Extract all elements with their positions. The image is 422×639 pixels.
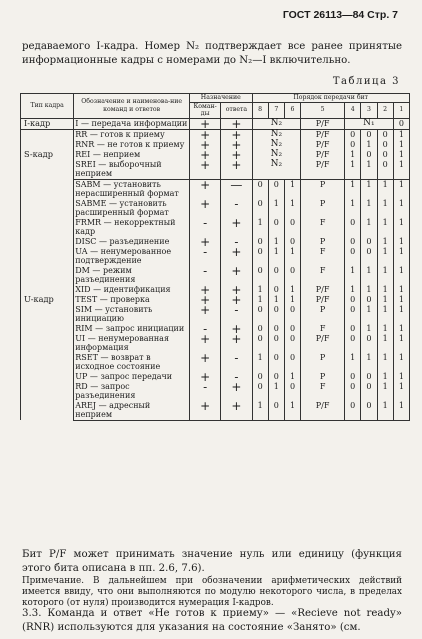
frame-desc: DISC — разъединение: [74, 237, 190, 247]
table-row: [21, 285, 410, 295]
table-label: Таблица 3: [332, 76, 400, 87]
bit-cell: 0: [361, 372, 377, 382]
frame-desc: FRMR — некорректный кадр: [74, 218, 190, 237]
table-row: [21, 305, 410, 324]
table-row: [21, 334, 410, 353]
bits-876: N₂: [252, 140, 301, 150]
cmd-cell: +: [190, 150, 221, 160]
bit-cell: F: [301, 324, 345, 334]
bits-876: N₂: [252, 129, 301, 140]
bit-cell: 1: [393, 179, 409, 199]
bit-cell: 0: [284, 266, 300, 285]
table-row: [21, 237, 410, 247]
bit-cell: 1: [345, 353, 361, 372]
bit-cell: 1: [377, 295, 393, 305]
resp-cell: +: [221, 401, 252, 421]
cmd-cell: +: [190, 237, 221, 247]
frame-desc: I — передача информации: [74, 118, 190, 129]
frame-desc: RIM — запрос инициации: [74, 324, 190, 334]
header-desc: Обозначение и наименова-ние команд и ответов: [74, 94, 190, 119]
resp-cell: +: [221, 129, 252, 140]
bit-cell: 1: [377, 372, 393, 382]
header-bit: 8: [252, 102, 268, 118]
bit-cell: 0: [252, 305, 268, 324]
bit-cell: 0: [252, 334, 268, 353]
bit-cell: 1: [361, 305, 377, 324]
resp-cell: +: [221, 285, 252, 295]
bit-cell: 1: [361, 140, 377, 150]
resp-cell: +: [221, 324, 252, 334]
bit-cell: 1: [393, 295, 409, 305]
table-row: [21, 247, 410, 266]
bit-cell: 1: [268, 237, 284, 247]
bit-cell: F: [301, 382, 345, 401]
bit-cell: 1: [268, 199, 284, 218]
table-row: [21, 199, 410, 218]
bit-cell: 1: [377, 285, 393, 295]
bit-cell: 1: [284, 199, 300, 218]
bit-cell: 0: [345, 247, 361, 266]
bit-cell: 0: [345, 218, 361, 237]
bit-cell: 1: [268, 247, 284, 266]
frame-table: [20, 93, 410, 421]
bit-cell: 0: [377, 129, 393, 140]
bit-cell: 0: [284, 218, 300, 237]
bit-cell: 1: [393, 129, 409, 140]
cmd-cell: +: [190, 372, 221, 382]
header-bit: 2: [377, 102, 393, 118]
bits-876: N₂: [252, 150, 301, 160]
resp-cell: -: [221, 305, 252, 324]
bit-cell: 1: [393, 372, 409, 382]
frame-type: U-кадр: [21, 179, 74, 420]
bit-cell: 1: [345, 199, 361, 218]
bit-cell: 0: [284, 334, 300, 353]
frame-type: S-кадр: [21, 129, 74, 179]
header-type: Тип кадра: [21, 94, 74, 119]
cmd-cell: -: [190, 382, 221, 401]
bit-cell: 1: [284, 295, 300, 305]
bit-cell: 0: [345, 305, 361, 324]
resp-cell: —: [221, 179, 252, 199]
resp-cell: +: [221, 266, 252, 285]
bit-cell: 1: [393, 401, 409, 421]
bit-cell: 1: [377, 353, 393, 372]
bit-cell: 1: [377, 218, 393, 237]
bit-cell: 0: [268, 401, 284, 421]
bit-cell: 1: [361, 199, 377, 218]
cmd-cell: +: [190, 160, 221, 180]
cmd-cell: +: [190, 140, 221, 150]
bit-cell: P/F: [301, 334, 345, 353]
bits-432: N₁: [345, 118, 394, 129]
bit-cell: P/F: [301, 285, 345, 295]
bit-cell: 0: [361, 129, 377, 140]
bit-cell: 1: [393, 285, 409, 295]
bit-cell: 1: [361, 160, 377, 180]
bit-cell: 1: [393, 160, 409, 180]
bit-cell: 1: [393, 382, 409, 401]
bit-cell: 0: [345, 382, 361, 401]
bit-cell: 1: [252, 218, 268, 237]
cmd-cell: +: [190, 295, 221, 305]
cmd-cell: +: [190, 129, 221, 140]
table-row: [21, 295, 410, 305]
intro-paragraph: редаваемого I-кадра. Номер N₂ подтверждает все ранее принятые информационные кадры с номерами до N₂—I включительно.: [22, 41, 402, 66]
bit-cell: 0: [361, 382, 377, 401]
bit-cell: 1: [393, 247, 409, 266]
resp-cell: +: [221, 160, 252, 180]
bit-cell: 0: [345, 401, 361, 421]
bits-876: N₂: [252, 118, 301, 129]
frame-desc: RSET — возврат в исходное состояние: [74, 353, 190, 372]
header-bit: 4: [345, 102, 361, 118]
cmd-cell: -: [190, 247, 221, 266]
bit-cell: 1: [377, 266, 393, 285]
bit-cell: 1: [393, 199, 409, 218]
bit-cell: 0: [345, 295, 361, 305]
cmd-cell: +: [190, 118, 221, 129]
bit-cell: 1: [284, 372, 300, 382]
header-order: Порядок передачи бит: [252, 94, 409, 103]
cmd-cell: +: [190, 179, 221, 199]
bit-cell: 0: [252, 247, 268, 266]
bit-cell: 1: [393, 218, 409, 237]
resp-cell: +: [221, 140, 252, 150]
bit-cell: P/F: [301, 160, 345, 180]
table-row: [21, 129, 410, 140]
table-row: [21, 150, 410, 160]
resp-cell: +: [221, 150, 252, 160]
frame-desc: UI — ненумерованная информация: [74, 334, 190, 353]
cmd-cell: +: [190, 199, 221, 218]
bit-cell: 1: [252, 401, 268, 421]
resp-cell: -: [221, 237, 252, 247]
header-resp: ответа: [221, 102, 252, 118]
frame-desc: RD — запрос разъединения: [74, 382, 190, 401]
bit-cell: 1: [345, 160, 361, 180]
bit-cell: 1: [377, 334, 393, 353]
cmd-cell: +: [190, 285, 221, 295]
bit-cell: 1: [284, 247, 300, 266]
bit-cell: 0: [345, 324, 361, 334]
table-row: [21, 382, 410, 401]
bit-cell: 1: [361, 266, 377, 285]
table-row: [21, 218, 410, 237]
bit-cell: P/F: [301, 140, 345, 150]
bit-cell: 1: [377, 305, 393, 324]
bit-cell: F: [301, 218, 345, 237]
bit-cell: 1: [377, 324, 393, 334]
table-row: [21, 401, 410, 421]
frame-desc: AREJ — адресный неприем: [74, 401, 190, 421]
bit-cell: 1: [393, 266, 409, 285]
bit-cell: 1: [377, 382, 393, 401]
bit-cell: 1: [345, 179, 361, 199]
bit-cell: 1: [393, 305, 409, 324]
frame-type: I-кадр: [21, 118, 74, 129]
bit-cell: 1: [377, 179, 393, 199]
bit-cell: 0: [345, 140, 361, 150]
bit-cell: 0: [252, 237, 268, 247]
table-row: [21, 324, 410, 334]
bit-cell: 1: [284, 401, 300, 421]
table-row: [21, 179, 410, 199]
frame-desc: SABME — установить расширенный формат: [74, 199, 190, 218]
bit-cell: 1: [393, 140, 409, 150]
bit-cell: 1: [345, 285, 361, 295]
cmd-cell: -: [190, 218, 221, 237]
resp-cell: -: [221, 372, 252, 382]
bit-cell: P/F: [301, 150, 345, 160]
bit-cell: 0: [268, 179, 284, 199]
header-bit: 1: [393, 102, 409, 118]
bit-cell: P/F: [301, 118, 345, 129]
bit-cell: 0: [361, 334, 377, 353]
bit-cell: 1: [393, 334, 409, 353]
bit-cell: 0: [252, 382, 268, 401]
frame-desc: TEST — проверка: [74, 295, 190, 305]
bit-cell: 1: [361, 179, 377, 199]
bit-cell: 0: [284, 324, 300, 334]
bit-cell: 0: [252, 372, 268, 382]
table-row: [21, 160, 410, 180]
bit-cell: P: [301, 237, 345, 247]
bit-cell: F: [301, 247, 345, 266]
frame-desc: XID — идентификация: [74, 285, 190, 295]
cmd-cell: +: [190, 353, 221, 372]
bit-cell: 1: [345, 150, 361, 160]
frame-desc: RR — готов к приему: [74, 129, 190, 140]
bit-cell: 1: [393, 150, 409, 160]
header-bit: 3: [361, 102, 377, 118]
bit-cell: 0: [345, 237, 361, 247]
bit-cell: 0: [345, 129, 361, 140]
bit-cell: 1: [393, 353, 409, 372]
frame-desc: RNR — не готов к приему: [74, 140, 190, 150]
bit-cell: 0: [284, 353, 300, 372]
bit-cell: 1: [377, 199, 393, 218]
bit-cell: 1: [377, 237, 393, 247]
resp-cell: +: [221, 247, 252, 266]
bit-cell: 1: [252, 295, 268, 305]
table-row: [21, 266, 410, 285]
frame-desc: UA — ненумерованное подтверждение: [74, 247, 190, 266]
header-bit: 7: [268, 102, 284, 118]
frame-desc: SREI — выборочный неприем: [74, 160, 190, 180]
bit-cell: 0: [268, 324, 284, 334]
frame-desc: UP — запрос передачи: [74, 372, 190, 382]
bit-cell: 1: [377, 401, 393, 421]
frame-desc: SABM — установить нерасширенный формат: [74, 179, 190, 199]
bit-cell: 0: [268, 285, 284, 295]
bit-cell: P: [301, 199, 345, 218]
bit-cell: 0: [252, 199, 268, 218]
bit-cell: 0: [377, 160, 393, 180]
bit-cell: P: [301, 179, 345, 199]
bit-cell: 0: [377, 140, 393, 150]
bit-cell: 0: [361, 247, 377, 266]
bit-cell: 1: [361, 285, 377, 295]
bit-cell: P/F: [301, 401, 345, 421]
bit-cell: P/F: [301, 295, 345, 305]
resp-cell: -: [221, 353, 252, 372]
bit-cell: P/F: [301, 129, 345, 140]
table-row: [21, 118, 410, 129]
bit-cell: 1: [361, 218, 377, 237]
bit-cell: 1: [345, 266, 361, 285]
bit-cell: 1: [361, 353, 377, 372]
bit-cell: 1: [284, 179, 300, 199]
bit-cell: 0: [345, 372, 361, 382]
bit-cell: F: [301, 266, 345, 285]
header-purpose: Назначение: [190, 94, 253, 103]
resp-cell: +: [221, 382, 252, 401]
resp-cell: +: [221, 218, 252, 237]
bit-cell: 0: [284, 382, 300, 401]
bit-cell: P: [301, 372, 345, 382]
bit-cell: 0: [361, 401, 377, 421]
note-paragraph: Примечание. В дальнейшем при обозначении арифметических действий имеется ввиду, что они выполняются по модулю некоторого числа, в пределах которого (от нуля) производится нумерация I-кадров.: [22, 576, 402, 608]
cmd-cell: +: [190, 334, 221, 353]
bit-cell: 0: [284, 305, 300, 324]
bit-cell: 0: [284, 237, 300, 247]
bit-cell: 0: [268, 334, 284, 353]
resp-cell: +: [221, 118, 252, 129]
bit-cell: 1: [252, 285, 268, 295]
table-row: [21, 372, 410, 382]
bit-cell: P: [301, 305, 345, 324]
resp-cell: +: [221, 295, 252, 305]
cmd-cell: +: [190, 305, 221, 324]
footer-paragraph: Бит P/F может принимать значение нуль или единицу (функция этого бита описана в пп. 2.6, 7.6).: [22, 549, 402, 574]
page-header: ГОСТ 26113—84 Стр. 7: [282, 9, 398, 21]
frame-desc: SIM — установить инициацию: [74, 305, 190, 324]
bit-cell: 0: [268, 266, 284, 285]
closing-paragraph: 3.3. Команда и ответ «Не готов к приему» — «Recieve not ready» (RNR) используются для указания на состояние «Занято» (см.: [22, 608, 402, 633]
bit-cell: 0: [361, 237, 377, 247]
bit-cell: 0: [268, 305, 284, 324]
bit-cell: 0: [252, 324, 268, 334]
bit-cell: 1: [284, 285, 300, 295]
bit-cell: 1: [377, 247, 393, 266]
header-bit: 5: [301, 102, 345, 118]
bit-cell: 1: [268, 295, 284, 305]
bit-cell: 0: [361, 150, 377, 160]
table-row: [21, 353, 410, 372]
frame-desc: REI — неприем: [74, 150, 190, 160]
bit-cell: 0: [268, 353, 284, 372]
header-cmd: Коман-ды: [190, 102, 221, 118]
bit-cell: 0: [268, 372, 284, 382]
bits-876: N₂: [252, 160, 301, 180]
table-row: [21, 140, 410, 150]
bit-cell: 0: [252, 266, 268, 285]
bit-cell: P: [301, 353, 345, 372]
header-bit: 6: [284, 102, 300, 118]
cmd-cell: -: [190, 324, 221, 334]
bit-cell: 0: [361, 295, 377, 305]
bit-cell: 1: [361, 324, 377, 334]
cmd-cell: +: [190, 401, 221, 421]
bit-cell: 0: [377, 150, 393, 160]
resp-cell: -: [221, 199, 252, 218]
bit-cell: 0: [268, 218, 284, 237]
bit-cell: 1: [393, 237, 409, 247]
resp-cell: +: [221, 334, 252, 353]
bit-cell: 0: [252, 179, 268, 199]
bit-cell: 1: [252, 353, 268, 372]
cmd-cell: -: [190, 266, 221, 285]
frame-desc: DM — режим разъединения: [74, 266, 190, 285]
bit-cell: 1: [393, 324, 409, 334]
bit-cell: 0: [345, 334, 361, 353]
bit-cell: 0: [393, 118, 409, 129]
bit-cell: 1: [268, 382, 284, 401]
